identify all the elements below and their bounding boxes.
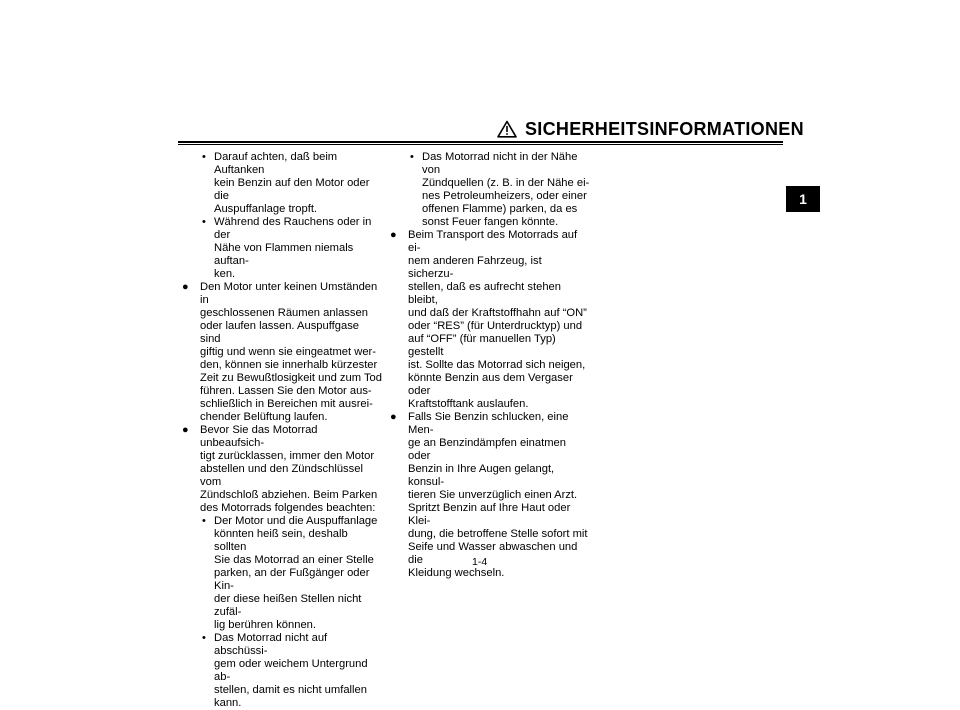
bullet-marker: ● [390,411,397,423]
text-line: Zeit zu Bewußtlosigkeit und zum Tod [200,372,382,384]
text-line: den, können sie innerhalb kürzester [200,359,378,371]
text-line: Auspuffanlage tropft. [214,203,318,215]
text-line: Seife und Wasser abwaschen und die [408,541,578,566]
text-line: parken, an der Fußgänger oder Kin- [214,567,370,592]
text-line: ken. [214,268,236,280]
sub-bullet-marker: • [202,632,206,644]
bullet-marker: ● [182,424,189,436]
text-line: Bevor Sie das Motorrad unbeaufsich- [200,424,318,449]
text-line: und daß der Kraftstoffhahn auf “ON” [408,307,587,319]
text-line: schließlich in Bereichen mit ausrei- [200,398,373,410]
text-line: Der Motor und die Auspuffanlage [214,515,378,527]
bullet-item [182,281,382,424]
text-line: geschlossenen Räumen anlassen [200,307,368,319]
text-line: nem anderen Fahrzeug, ist sicherzu- [408,255,542,280]
text-line: stellen, daß es aufrecht stehen bleibt, [408,281,561,306]
text-line: auf “OFF” (für manuellen Typ) gestellt [408,333,556,358]
text-line: abstellen und den Zündschlüssel vom [200,463,363,488]
text-line: Sie das Motorrad an einer Stelle [214,554,374,566]
text-line: kein Benzin auf den Motor oder die [214,177,370,202]
text-line: könnte Benzin aus dem Vergaser oder [408,372,573,397]
warning-triangle-icon [497,120,517,138]
text-line: Das Motorrad nicht in der Nähe von [422,151,578,176]
text-line: Kleidung wechseln. [408,567,505,579]
sub-bullet-item [182,151,382,216]
sub-bullet-marker: • [410,151,414,163]
sub-bullet-item [182,216,382,281]
text-line: des Motorrads folgendes beachten: [200,502,376,514]
text-line: Kraftstofftank auslaufen. [408,398,529,410]
text-line: Beim Transport des Motorrads auf ei- [408,229,578,254]
header-rule [178,141,783,143]
sub-bullet-marker: • [202,216,206,228]
text-line: chender Belüftung laufen. [200,411,328,423]
text-line: ge an Benzindämpfen einatmen oder [408,437,566,462]
text-line: kann. [214,697,242,709]
page-title: SICHERHEITSINFORMATIONEN [525,118,804,139]
bullet-item [390,229,590,411]
text-line: Das Motorrad nicht auf abschüssi- [214,632,328,657]
page-number: 1-4 [472,556,488,568]
text-line: ist. Sollte das Motorrad sich neigen, [408,359,586,371]
text-line: Spritzt Benzin auf Ihre Haut oder Klei- [408,502,571,527]
sub-bullet-marker: • [202,515,206,527]
text-line: der diese heißen Stellen nicht zufäl- [214,593,362,618]
chapter-tab [786,186,820,212]
text-line: führen. Lassen Sie den Motor aus- [200,385,372,397]
text-line: oder laufen lassen. Auspuffgase sind [200,320,360,345]
column-left [182,151,382,710]
sub-bullet-item [390,151,590,229]
text-line: Nähe von Flammen niemals auftan- [214,242,354,267]
text-line: stellen, damit es nicht umfallen [214,684,367,696]
text-line: könnten heiß sein, deshalb sollten [214,528,348,553]
text-line: Während des Rauchens oder in der [214,216,372,241]
text-line: oder “RES” (für Unterdrucktyp) und [408,320,583,332]
text-line: Falls Sie Benzin schlucken, eine Men- [408,411,569,436]
bullet-marker: ● [182,281,189,293]
sub-bullet-marker: • [202,151,206,163]
text-line: lig berühren können. [214,619,317,631]
bullet-marker: ● [390,229,397,241]
text-line: Zündquellen (z. B. in der Nähe ei- [422,177,590,189]
page-header [497,118,804,140]
bullet-item [390,411,590,580]
text-line: dung, die betroffene Stelle sofort mit [408,528,588,540]
sub-bullet-item [182,515,382,632]
text-line: Darauf achten, daß beim Auftanken [214,151,338,176]
bullet-item [182,424,382,515]
text-line: tieren Sie unverzüglich einen Arzt. [408,489,578,501]
text-line: offenen Flamme) parken, da es [422,203,578,215]
chapter-number: 1 [799,191,807,207]
text-line: tigt zurücklassen, immer den Motor [200,450,375,462]
text-line: Den Motor unter keinen Umständen in [200,281,378,306]
text-line: sonst Feuer fangen könnte. [422,216,559,228]
text-line: Zündschloß abziehen. Beim Parken [200,489,378,501]
header-rule-thin [178,144,783,145]
text-line: gem oder weichem Untergrund ab- [214,658,368,683]
text-line: Benzin in Ihre Augen gelangt, konsul- [408,463,555,488]
text-line: giftig und wenn sie eingeatmet wer- [200,346,376,358]
text-line: nes Petroleumheizers, oder einer [422,190,587,202]
sub-bullet-item [182,632,382,710]
column-right [390,151,590,580]
